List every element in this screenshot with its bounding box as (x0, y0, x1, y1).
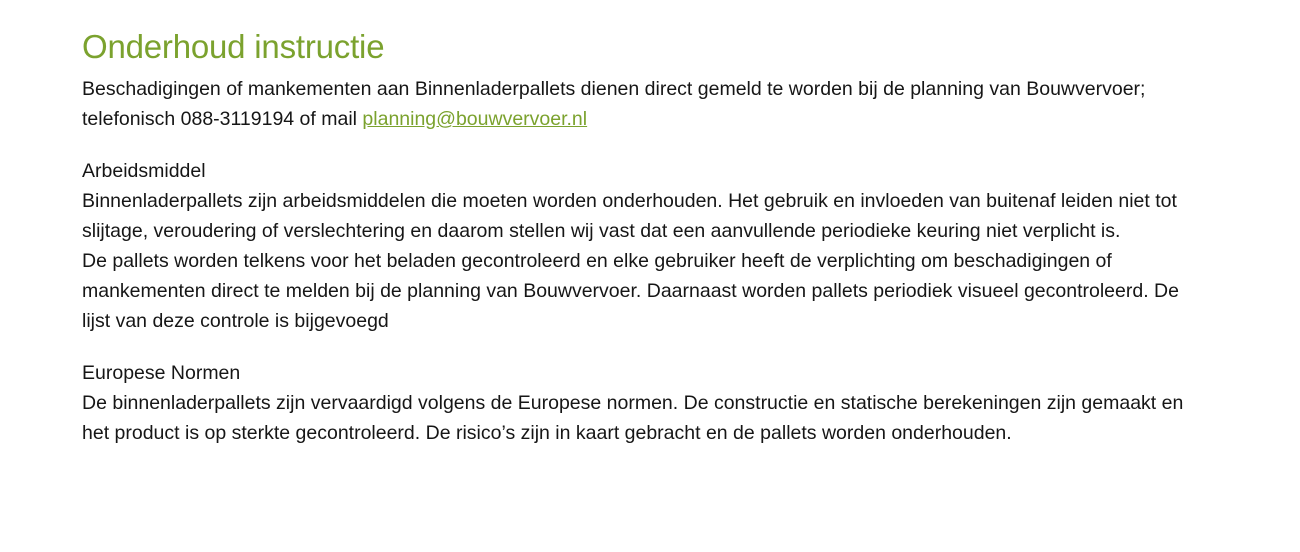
page-title: Onderhoud instructie (82, 28, 385, 65)
section-paragraph-arbeidsmiddel-2: De pallets worden telkens voor het beladen gecontroleerd en elke gebruiker heeft de verplichting om beschadigingen of mankementen direct te melden bij de planning van Bouwvervoer. Daarnaast worden pallets periodiek visueel gecontroleerd. De lijst van deze controle is bijgevoegd (82, 250, 1179, 332)
section-heading-arbeidsmiddel: Arbeidsmiddel (82, 160, 206, 182)
section-paragraph-europese-normen-1: De binnenladerpallets zijn vervaardigd volgens de Europese normen. De constructie en statische berekeningen zijn gemaakt en het product is op sterkte gecontroleerd. De risico’s zijn in kaart gebracht en de pallets worden onderhouden. (82, 392, 1184, 444)
intro-paragraph (82, 74, 1192, 134)
section-heading-europese-normen: Europese Normen (82, 362, 241, 384)
section-paragraph-arbeidsmiddel-1: Binnenladerpallets zijn arbeidsmiddelen die moeten worden onderhouden. Het gebruik en invloeden van buitenaf leiden niet tot slijtage, veroudering of verslechtering en daarom stellen wij vast dat een aanvullende periodieke keuring niet verplicht is. (82, 190, 1177, 242)
section-spacer-2 (82, 336, 1192, 358)
section-spacer-1 (82, 134, 1192, 156)
email-link[interactable]: planning@bouwvervoer.nl (362, 108, 588, 130)
intro-text: Beschadigingen of mankementen aan Binnenladerpallets dienen direct gemeld te worden bij de planning van Bouwvervoer; telefonisch 088-3119194 of mail (82, 78, 1146, 130)
document-content (82, 26, 1192, 448)
